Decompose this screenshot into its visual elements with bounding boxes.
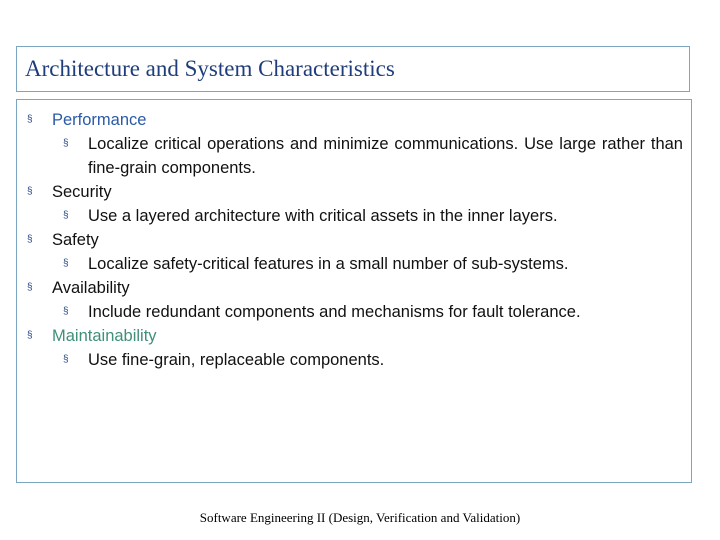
bullet-label: Performance [52, 111, 147, 129]
bullet-marker-icon: § [27, 282, 33, 293]
sub-bullet-marker-icon: § [63, 354, 69, 365]
sub-bullet-text: Use a layered architecture with critical assets in the inner layers. [88, 207, 558, 225]
bullet-label: Safety [52, 231, 99, 249]
sub-bullet-performance [27, 132, 683, 180]
bullet-marker-icon: § [27, 186, 33, 197]
bullet-label: Maintainability [52, 327, 157, 345]
bullet-maintainability [27, 324, 683, 372]
sub-bullet-text: Localize safety-critical features in a small number of sub-systems. [88, 255, 569, 273]
sub-bullet-marker-icon: § [63, 258, 69, 269]
sub-bullet-text: Include redundant components and mechanisms for fault tolerance. [88, 303, 581, 321]
bullet-safety [27, 228, 683, 276]
slide-footer: Software Engineering II (Design, Verification and Validation) [199, 510, 521, 525]
sub-bullet-security [27, 204, 683, 228]
slide-title-box [16, 46, 690, 92]
bullet-marker-icon: § [27, 234, 33, 245]
sub-bullet-text: Localize critical operations and minimize communications. Use large rather than fine-grain components. [88, 135, 683, 177]
sub-bullet-marker-icon: § [63, 306, 69, 317]
bullet-security [27, 180, 683, 228]
bullet-marker-icon: § [27, 114, 33, 125]
slide-content-box [16, 99, 692, 483]
sub-bullet-availability [27, 300, 683, 324]
sub-bullet-safety [27, 252, 683, 276]
bullet-availability [27, 276, 683, 324]
bullet-marker-icon: § [27, 330, 33, 341]
bullet-label: Availability [52, 279, 130, 297]
sub-bullet-marker-icon: § [63, 210, 69, 221]
sub-bullet-marker-icon: § [63, 138, 69, 149]
slide-title: Architecture and System Characteristics [25, 56, 395, 81]
bullet-performance [27, 108, 683, 180]
sub-bullet-text: Use fine-grain, replaceable components. [88, 351, 385, 369]
sub-bullet-maintainability [27, 348, 683, 372]
bullet-list [27, 108, 683, 372]
bullet-label: Security [52, 183, 112, 201]
